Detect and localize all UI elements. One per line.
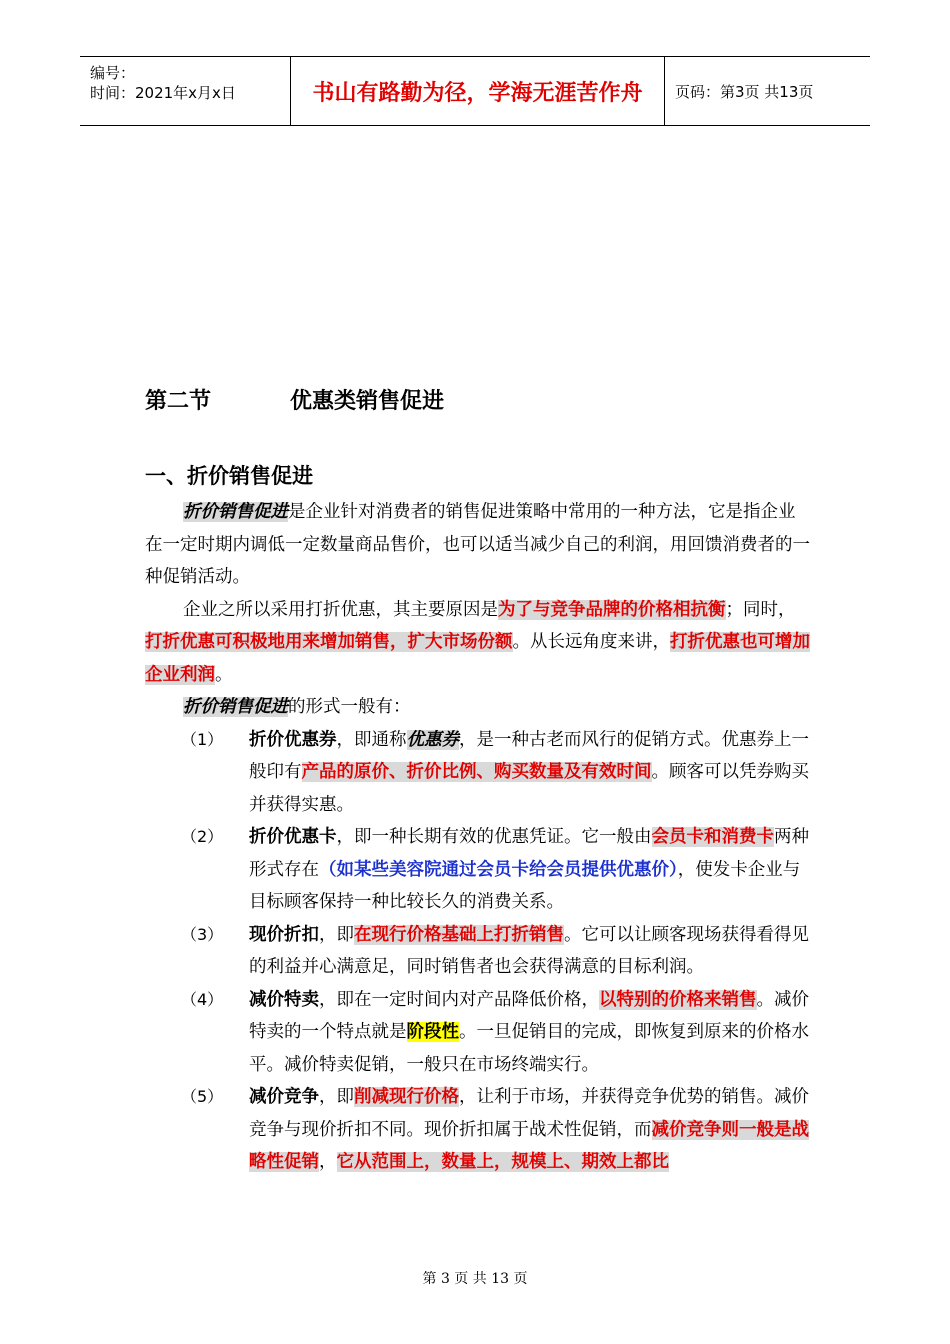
- list-number: （3）: [181, 924, 224, 944]
- text-run: ，即通称: [336, 729, 407, 750]
- yellow-highlight: 阶段性: [406, 1022, 459, 1042]
- paragraph-reasons: [145, 594, 810, 692]
- item-term: 折价优惠券: [249, 729, 337, 750]
- list-text: [249, 1081, 810, 1179]
- text-run: ，即一种长期有效的优惠凭证。它一般由: [336, 827, 652, 847]
- red-highlight: 为了与竞争品牌的价格相抗衡: [498, 599, 726, 620]
- header-page-label: 页码：第3页 共13页: [675, 82, 814, 101]
- red-highlight: 以特别的价格来销售: [599, 989, 757, 1010]
- item-term: 减价特卖: [249, 989, 319, 1010]
- text-run: ，即: [319, 924, 354, 945]
- paragraph-text: 是企业针对消费者的销售促进策略中常用的一种方法，它是指企业在一定时期内调低一定数量商品售价，也可以适当减少自己的利润，用回馈消费者的一种促销活动。: [145, 502, 810, 587]
- text-run: 。顾客可以凭券购买并获得实惠。: [249, 762, 809, 815]
- item-term: 现价折扣: [249, 924, 319, 945]
- list-item: [145, 984, 810, 1082]
- red-highlight: 它从范围上，数量上，规模上、期效上都比: [336, 1152, 669, 1172]
- text-run: ，即: [319, 1087, 354, 1107]
- time-label: 时间：2021年x月x日: [90, 84, 236, 102]
- text-run: 。它可以让顾客现场获得看得见的利益并心满意足，同时销售者也会获得满意的目标利润。: [249, 924, 809, 977]
- number-label: 编号：: [90, 64, 136, 82]
- page-header: [80, 56, 870, 126]
- red-highlight: 产品的原价、折价比例、购买数量及有效时间: [301, 762, 652, 782]
- document-body: [145, 385, 810, 1179]
- red-highlight: 削减现行价格: [354, 1087, 459, 1107]
- list-text: [249, 724, 810, 822]
- blue-note: （如某些美容院通过会员卡给会员提供优惠价）: [319, 859, 678, 880]
- item-term: 减价竞争: [249, 1087, 319, 1107]
- red-highlight: 打折优惠也可增加企业利润: [145, 632, 810, 685]
- text-run: 。: [215, 664, 233, 685]
- text-run: 。从长远角度来讲，: [512, 632, 670, 652]
- list-text: [249, 919, 810, 984]
- list-text: [249, 821, 810, 919]
- term-highlight: 折价销售促进: [183, 502, 288, 522]
- list-item: [145, 1081, 810, 1179]
- text-run: ，使发卡企业与目标顾客保持一种比较长久的消费关系。: [249, 859, 801, 912]
- subsection-heading: 一、折价销售促进: [145, 462, 313, 488]
- list-number: （5）: [181, 1087, 224, 1106]
- term-highlight: 折价销售促进: [183, 697, 288, 717]
- text-run: ，: [319, 1152, 337, 1172]
- header-motto: 书山有路勤为径，学海无涯苦作舟: [291, 57, 665, 125]
- red-highlight: 会员卡和消费卡: [651, 827, 774, 847]
- term-highlight: 优惠券: [406, 729, 459, 750]
- text-run: 的形式一般有：: [288, 697, 411, 717]
- list-number: （2）: [181, 827, 224, 846]
- red-highlight: 减价竞争则一般是战略性促销: [249, 1119, 809, 1172]
- list-number: （1）: [181, 729, 224, 749]
- text-run: 两种形式存在: [249, 827, 809, 880]
- text-run: ，即在一定时间内对产品降低价格，: [319, 989, 599, 1010]
- page-footer: 第 3 页 共 13 页: [422, 1271, 528, 1287]
- paragraph-definition: [145, 496, 810, 594]
- section-title: 优惠类销售促进: [290, 388, 445, 414]
- section-number: 第二节: [145, 388, 212, 414]
- text-run: 。减价特卖的一个特点就是: [249, 989, 809, 1042]
- list-number: （4）: [181, 989, 224, 1009]
- list-item: [145, 919, 810, 984]
- text-run: 。一旦促销目的完成，即恢复到原来的价格水平。减价特卖促销，一般只在市场终端实行。: [249, 1022, 809, 1075]
- paragraph-forms: [145, 691, 810, 724]
- text-run: ，是一种古老而风行的促销方式。优惠券上一般印有: [249, 729, 809, 782]
- list-item: [145, 821, 810, 919]
- list-text: [249, 984, 810, 1082]
- text-run: ，让利于市场，并获得竞争优势的销售。减价竞争与现价折扣不同。现价折扣属于战术性促销，而: [249, 1087, 809, 1140]
- item-term: 折价优惠卡: [249, 827, 337, 847]
- red-highlight: 打折优惠可积极地用来增加销售，扩大市场份额: [145, 632, 513, 652]
- list-item: [145, 724, 810, 822]
- section-heading: [145, 385, 810, 418]
- red-highlight: 在现行价格基础上打折销售: [354, 924, 564, 945]
- text-run: ；同时，: [725, 599, 796, 620]
- header-left-cell: [80, 57, 291, 125]
- text-run: 企业之所以采用打折优惠，其主要原因是: [183, 599, 498, 620]
